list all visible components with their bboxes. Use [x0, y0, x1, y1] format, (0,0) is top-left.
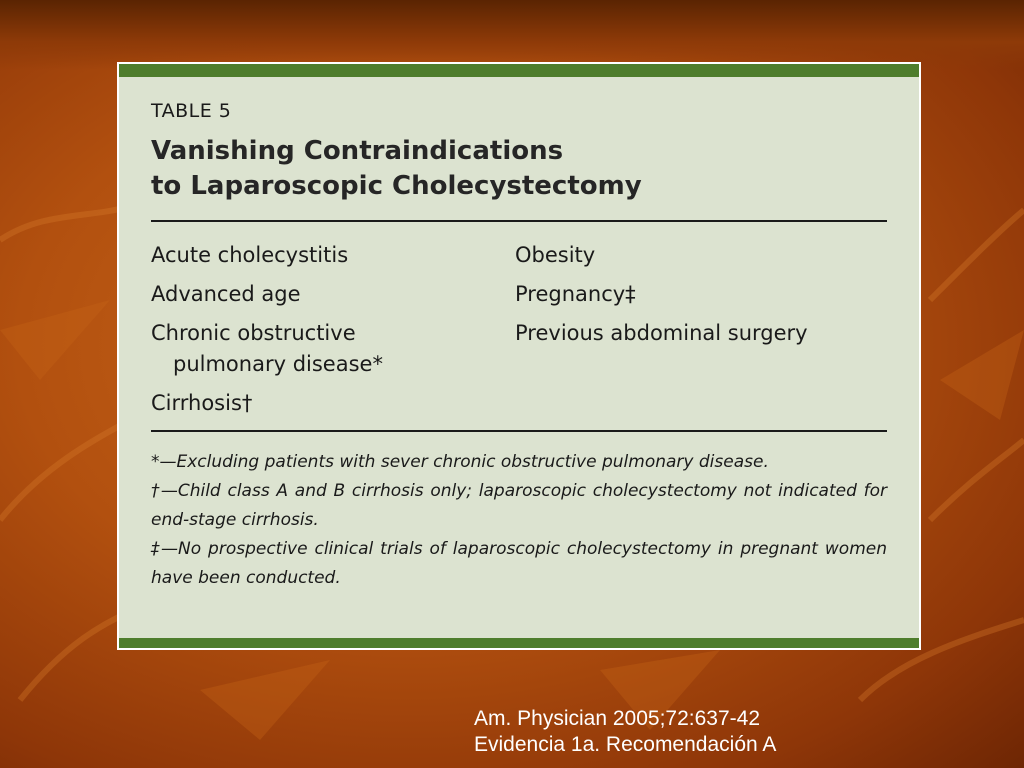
list-item: Previous abdominal surgery — [515, 321, 808, 345]
list-item-text: Acute cholecystitis — [151, 243, 349, 267]
list-item: Pregnancy‡ — [515, 282, 636, 306]
card-bottom-accent-bar — [119, 638, 919, 648]
table-title — [151, 134, 642, 204]
list-item-text: Cirrhosis† — [151, 391, 253, 415]
right-column — [515, 240, 895, 357]
table-title-line-2: to Laparoscopic Cholecystectomy — [151, 171, 642, 201]
table-bottom-rule — [151, 430, 887, 432]
list-item — [151, 279, 501, 310]
citation-line-1: Am. Physician 2005;72:637-42 — [474, 707, 761, 730]
citation — [474, 706, 776, 758]
left-column — [151, 240, 501, 427]
table-title-line-1: Vanishing Contraindications — [151, 136, 564, 166]
list-item-text: Advanced age — [151, 282, 301, 306]
table-top-rule — [151, 220, 887, 222]
footnote-2: †—Child class A and B cirrhosis only; laparoscopic cholecystectomy not indicated for end-stage cirrhosis. — [151, 481, 887, 530]
list-item — [151, 240, 501, 271]
list-item — [151, 318, 501, 380]
list-item: Obesity — [515, 243, 596, 267]
footnotes — [151, 448, 887, 593]
list-item-text-continued: pulmonary disease* — [173, 352, 383, 376]
footnote-3: ‡—No prospective clinical trials of laparoscopic cholecystectomy in pregnant women have been conducted. — [151, 539, 887, 588]
list-item — [151, 388, 501, 419]
table-card — [117, 62, 921, 650]
list-item-text: Chronic obstructive — [151, 321, 356, 345]
citation-line-2: Evidencia 1a. Recomendación A — [474, 733, 777, 756]
footnote-1: *—Excluding patients with sever chronic obstructive pulmonary disease. — [151, 452, 769, 472]
table-number-label: TABLE 5 — [151, 100, 232, 122]
card-top-accent-bar — [119, 64, 919, 77]
